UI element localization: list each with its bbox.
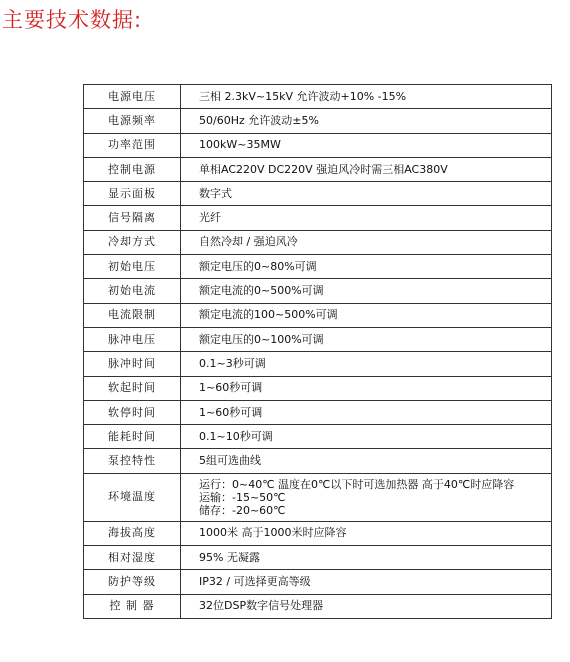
spec-label: 功率范围 [84, 133, 181, 157]
spec-label: 环境温度 [84, 473, 181, 521]
spec-value: IP32 / 可选择更高等级 [181, 570, 552, 594]
spec-value: 50/60Hz 允许波动±5% [181, 109, 552, 133]
spec-label: 防护等级 [84, 570, 181, 594]
spec-value [181, 473, 552, 521]
spec-row-braking-time [84, 425, 552, 449]
spec-value: 32位DSP数字信号处理器 [181, 594, 552, 618]
spec-value: 1000米 高于1000米时应降容 [181, 521, 552, 545]
spec-row-protection-class [84, 570, 552, 594]
spec-value: 额定电流的100~500%可调 [181, 303, 552, 327]
spec-value: 自然冷却 / 强迫风冷 [181, 230, 552, 254]
spec-row-power-range [84, 133, 552, 157]
spec-value: 95% 无凝露 [181, 546, 552, 570]
spec-row-initial-current [84, 279, 552, 303]
spec-value: 额定电流的0~500%可调 [181, 279, 552, 303]
spec-row-signal-isolation [84, 206, 552, 230]
spec-label: 海拔高度 [84, 521, 181, 545]
spec-row-display-panel [84, 182, 552, 206]
spec-label: 软停时间 [84, 400, 181, 424]
spec-label: 脉冲电压 [84, 327, 181, 351]
spec-value-line-operating: 运行：0~40℃ 温度在0℃以下时可选加热器 高于40℃时应降容 [199, 477, 515, 491]
spec-label: 电源频率 [84, 109, 181, 133]
spec-label: 相对湿度 [84, 546, 181, 570]
spec-row-controller [84, 594, 552, 618]
spec-row-initial-voltage [84, 255, 552, 279]
spec-row-current-limit [84, 303, 552, 327]
spec-row-altitude [84, 521, 552, 545]
spec-value: 100kW~35MW [181, 133, 552, 157]
spec-value: 额定电压的0~100%可调 [181, 327, 552, 351]
spec-label: 初始电压 [84, 255, 181, 279]
spec-value: 5组可选曲线 [181, 449, 552, 473]
spec-label: 控 制 器 [84, 594, 181, 618]
spec-label: 泵控特性 [84, 449, 181, 473]
spec-row-soft-start-time [84, 376, 552, 400]
spec-label: 初始电流 [84, 279, 181, 303]
spec-value-line-transport: 运输：-15~50℃ [199, 490, 286, 504]
spec-row-soft-stop-time [84, 400, 552, 424]
spec-row-cooling-method [84, 230, 552, 254]
spec-value: 光纤 [181, 206, 552, 230]
spec-label: 能耗时间 [84, 425, 181, 449]
spec-label: 显示面板 [84, 182, 181, 206]
spec-label: 控制电源 [84, 157, 181, 181]
spec-row-relative-humidity [84, 546, 552, 570]
spec-table [83, 84, 552, 619]
spec-label: 脉冲时间 [84, 352, 181, 376]
spec-label: 软起时间 [84, 376, 181, 400]
spec-value: 数字式 [181, 182, 552, 206]
spec-row-power-voltage [84, 85, 552, 109]
spec-row-power-frequency [84, 109, 552, 133]
spec-label: 电源电压 [84, 85, 181, 109]
spec-row-control-power [84, 157, 552, 181]
spec-value: 额定电压的0~80%可调 [181, 255, 552, 279]
spec-value: 0.1~3秒可调 [181, 352, 552, 376]
page-title: 主要技术数据: [2, 8, 143, 32]
spec-row-pulse-time [84, 352, 552, 376]
spec-label: 电流限制 [84, 303, 181, 327]
spec-value: 单相AC220V DC220V 强迫风冷时需三相AC380V [181, 157, 552, 181]
spec-value-line-storage: 储存：-20~60℃ [199, 503, 286, 517]
spec-label: 信号隔离 [84, 206, 181, 230]
spec-row-ambient-temperature [84, 473, 552, 521]
spec-label: 冷却方式 [84, 230, 181, 254]
spec-row-pump-control [84, 449, 552, 473]
spec-value: 1~60秒可调 [181, 400, 552, 424]
spec-value: 1~60秒可调 [181, 376, 552, 400]
spec-row-pulse-voltage [84, 327, 552, 351]
spec-value: 0.1~10秒可调 [181, 425, 552, 449]
spec-value: 三相 2.3kV~15kV 允许波动+10% -15% [181, 85, 552, 109]
